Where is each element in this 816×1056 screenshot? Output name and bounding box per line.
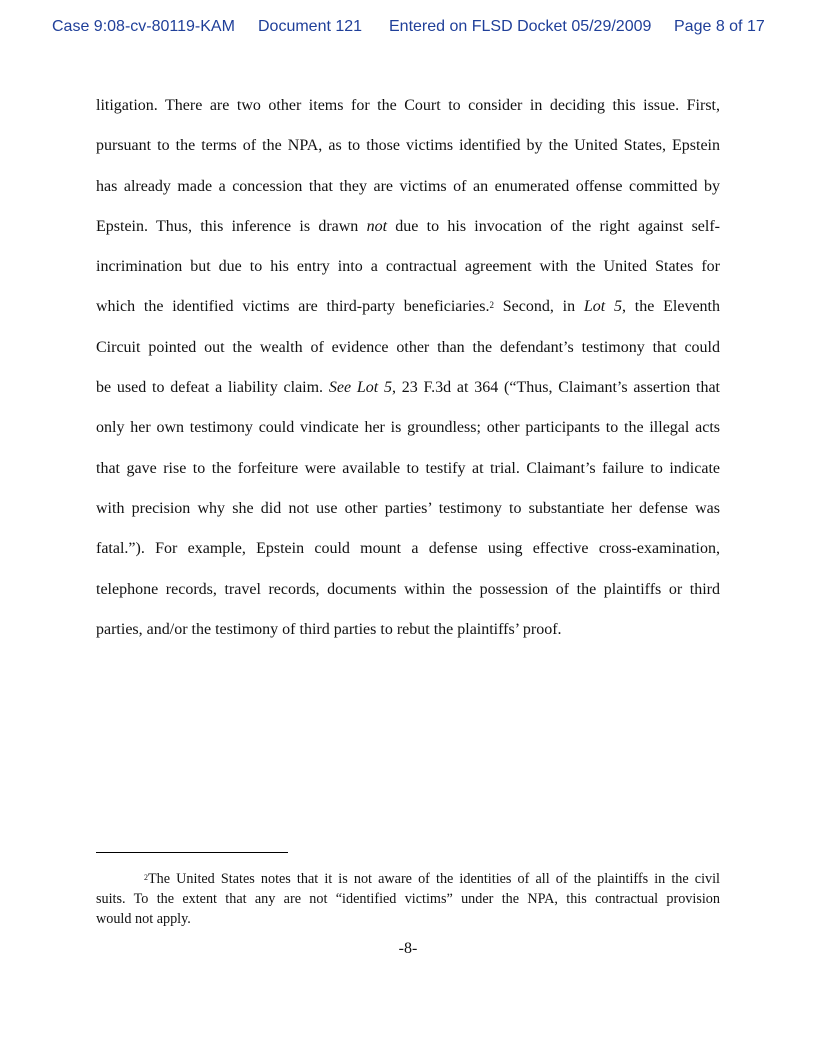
body-line (96, 376, 720, 416)
footnote-marker: 2 (144, 873, 148, 882)
body-paragraph (96, 94, 720, 658)
footnote (96, 869, 720, 929)
body-line: that gave rise to the forfeiture were available to testify at trial. Claimant’s failure to indicate (96, 459, 720, 477)
text-run: Second, in (493, 298, 584, 316)
text-run: which the identified victims are third-party beneficiaries. (96, 298, 490, 316)
docket-header (0, 14, 816, 42)
case-citation: Lot 5 (583, 298, 623, 316)
footnote-divider (96, 852, 288, 853)
body-line: telephone records, travel records, documents within the possession of the plaintiffs or third (96, 580, 720, 598)
body-line (96, 295, 720, 335)
header-case-number: Case 9:08-cv-80119-KAM (52, 18, 235, 35)
body-line: parties, and/or the testimony of third parties to rebut the plaintiffs’ proof. (96, 620, 562, 638)
body-line: has already made a concession that they are victims of an enumerated offense committed by (96, 177, 720, 195)
text-run: , the Eleventh (622, 298, 721, 316)
body-line: Circuit pointed out the wealth of evidence other than the defendant’s testimony that could (96, 338, 720, 356)
body-line: litigation. There are two other items for the Court to consider in deciding this issue. First, (96, 97, 720, 114)
page-number: -8- (398, 940, 418, 957)
text-run: be used to defeat a liability claim. (96, 379, 329, 397)
text-run: Epstein. Thus, this inference is drawn (96, 217, 367, 235)
body-line: pursuant to the terms of the NPA, as to those victims identified by the United States, Epstein (96, 137, 720, 155)
case-citation: See Lot 5 (328, 379, 392, 397)
header-page-count: Page 8 of 17 (674, 18, 765, 35)
header-entered-date: Entered on FLSD Docket 05/29/2009 (389, 18, 652, 35)
text-run: due to his invocation of the right against self- (387, 217, 721, 235)
text-run: The United States notes that it is not aware of the identities of all of the plaintiffs in the civil (148, 871, 720, 887)
body-line: incrimination but due to his entry into a contractual agreement with the United States for (96, 258, 720, 276)
italic-emphasis: not (366, 217, 388, 235)
body-line: only her own testimony could vindicate her is groundless; other participants to the illegal acts (96, 419, 720, 437)
text-run: , 23 F.3d at 364 (“Thus, Claimant’s assertion that (391, 379, 720, 397)
footnote-line (96, 869, 720, 889)
footnote-reference: 2 (489, 300, 494, 311)
body-line (96, 215, 720, 255)
body-line: with precision why she did not use other parties’ testimony to substantiate her defense was (96, 499, 720, 517)
body-line: fatal.”). For example, Epstein could mount a defense using effective cross-examination, (96, 540, 720, 558)
header-document-number: Document 121 (258, 18, 363, 35)
footnote-line: suits. To the extent that any are not “identified victims” under the NPA, this contractual provision (96, 891, 720, 907)
footnote-line: would not apply. (96, 911, 191, 927)
